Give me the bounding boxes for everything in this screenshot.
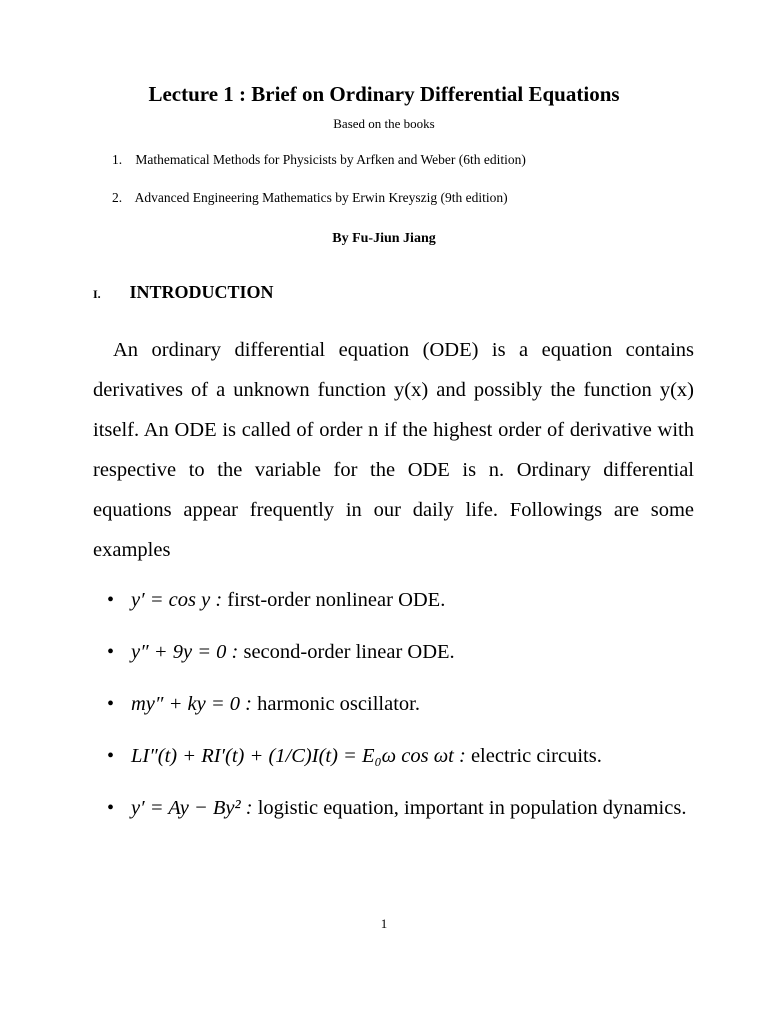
example-description: logistic equation, important in population dynamics.: [257, 797, 687, 819]
example-item: [107, 736, 694, 776]
example-item: [107, 684, 694, 724]
section-heading: [93, 282, 274, 303]
reference-number: 1.: [112, 152, 123, 167]
equation: y′ = Ay − By² :: [131, 797, 253, 819]
reference-text: Mathematical Methods for Physicists by Arfken and Weber (6th edition): [135, 152, 526, 167]
intro-paragraph: [93, 330, 694, 570]
example-list: [107, 580, 694, 840]
equation: LI″(t) + RI′(t) + (1/C)I(t) = E₀ω cos ωt :: [131, 745, 466, 767]
lecture-title: Lecture 1 : Brief on Ordinary Differential Equations: [148, 82, 620, 106]
example-description: electric circuits.: [470, 745, 602, 767]
subtitle: Based on the books: [333, 116, 435, 131]
page-number: 1: [380, 916, 388, 931]
equation: my″ + ky = 0 :: [131, 693, 253, 715]
bullet-icon: •: [107, 797, 115, 819]
reference-item: [112, 190, 526, 228]
example-description: second-order linear ODE.: [243, 641, 455, 663]
example-description: harmonic oscillator.: [257, 693, 420, 715]
reference-number: 2.: [112, 190, 123, 205]
example-item: [107, 632, 694, 672]
reference-list: [112, 152, 526, 228]
reference-text: Advanced Engineering Mathematics by Erwin Kreyszig (9th edition): [134, 190, 508, 205]
bullet-icon: •: [107, 693, 115, 715]
equation: y″ + 9y = 0 :: [131, 641, 239, 663]
equation: y′ = cos y :: [131, 589, 223, 611]
author-line: By Fu-Jiun Jiang: [332, 231, 436, 246]
bullet-icon: •: [107, 589, 115, 611]
example-item: [107, 580, 694, 620]
section-number: I.: [93, 287, 101, 301]
reference-item: [112, 152, 526, 190]
bullet-icon: •: [107, 641, 115, 663]
example-item: [107, 788, 694, 828]
example-description: first-order nonlinear ODE.: [227, 589, 446, 611]
section-title: INTRODUCTION: [129, 282, 274, 302]
paragraph-text: An ordinary differential equation (ODE) is a equation contains derivatives of a unknown function y(x) and possibly the function y(x) itself. An ODE is called of order n if the highest order of derivative with respective to the variable for the ODE is n. Ordinary differential equations appear frequently in our daily life. Followings are some examples: [93, 339, 694, 561]
bullet-icon: •: [107, 745, 115, 767]
